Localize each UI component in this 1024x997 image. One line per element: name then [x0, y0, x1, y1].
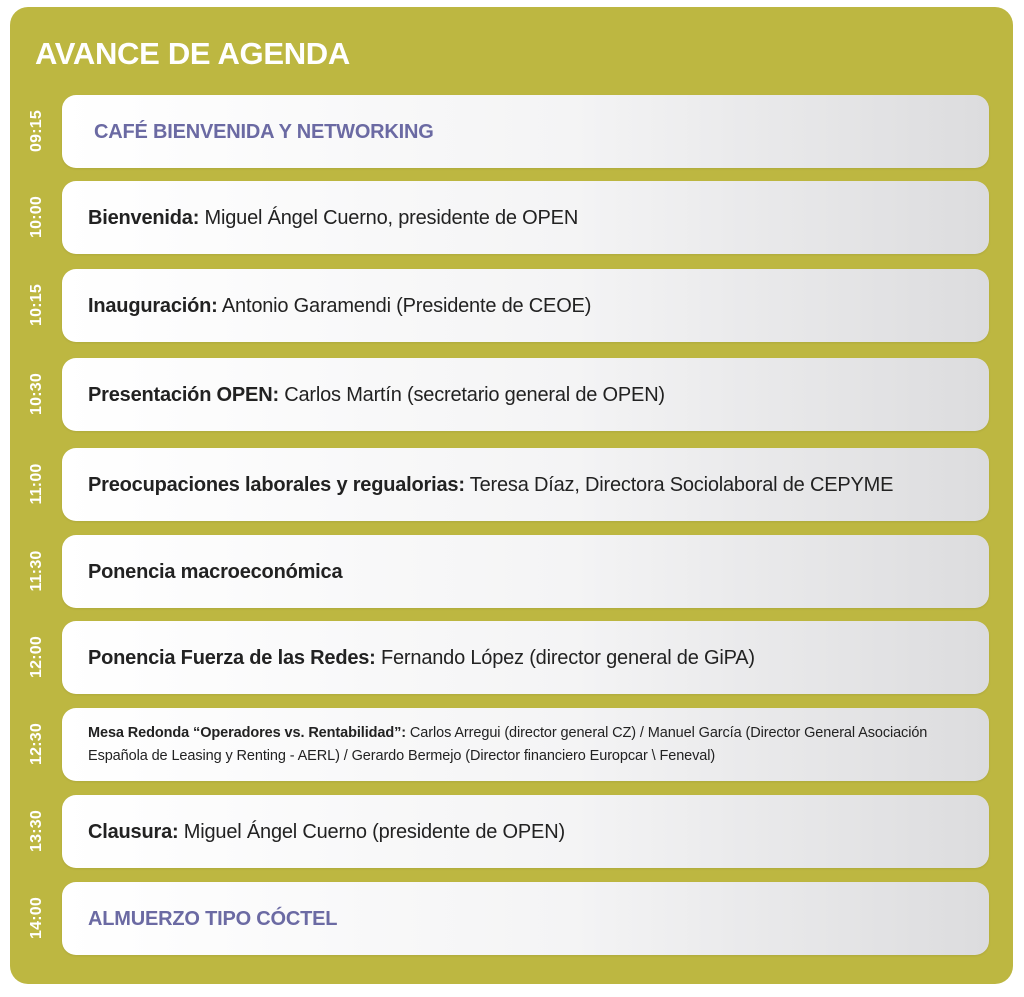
- agenda-item-round-table: [62, 708, 989, 781]
- agenda-item-heading: Presentación OPEN:: [88, 383, 279, 406]
- agenda-item-heading: Bienvenida:: [88, 206, 200, 229]
- agenda-item-heading: Mesa Redonda “Operadores vs. Rentabilidad”:: [88, 724, 406, 741]
- agenda-item-closing: [62, 795, 989, 868]
- agenda-item-detail: Fernando López (director general de GiPA): [375, 646, 755, 669]
- agenda-item-heading: Ponencia Fuerza de las Redes:: [88, 646, 376, 669]
- agenda-panel: AVANCE DE AGENDA 09:15 CAFÉ BIENVENIDA Y NETWORKING 10:00 Bienvenida: Miguel Ángel Cuerno, presidente de OPEN 10:15 Inauguración: Antonio Garamendi (Presidente de CEOE) 10:30 Presentación OPEN: Carlos Martín (secretario general de OPEN) 11:00 Preocupaciones laborales y regualorias: Teresa Díaz, Directora Sociolaboral de CEPYME 11:30 Ponencia macroeconómica 12:00 Ponencia Fuerza de las Redes: Fernando López (director general de GiPA) 12:30 Mesa Redonda “Operadores vs. Rentabilidad”: Carlos Arregui (director general CZ) / Manuel García (Director General Asociación Española de Leasing y Renting - AERL) / Gerardo Bermejo (Director financiero Europcar \ Feneval) 13:30 Clausura: Miguel Ángel Cuerno (presidente de OPEN) 14:00 ALMUERZO TIPO CÓCTEL: [10, 7, 1013, 984]
- agenda-item-inauguration: [62, 269, 989, 342]
- agenda-item-presentation: [62, 358, 989, 431]
- agenda-item-heading: Preocupaciones laborales y regualorias:: [88, 473, 465, 496]
- agenda-item-text: [88, 722, 989, 768]
- agenda-item-networks-talk: [62, 621, 989, 694]
- agenda-item-detail: Carlos Arregui (director general CZ) / Manuel García (Director General Asociación Española de Leasing y Renting - AERL) / Gerardo Bermejo (Director financiero Europcar \ Feneval): [88, 724, 928, 764]
- agenda-item-heading: Inauguración:: [88, 294, 218, 317]
- agenda-item-labor-concerns: [62, 448, 989, 521]
- agenda-item-macro-talk: [62, 535, 989, 608]
- agenda-item-text: CAFÉ BIENVENIDA Y NETWORKING: [94, 120, 434, 143]
- agenda-item-welcome: [62, 181, 989, 254]
- agenda-item-detail: Carlos Martín (secretario general de OPEN): [278, 383, 665, 406]
- agenda-item-text: [88, 645, 755, 671]
- agenda-item-heading: Clausura:: [88, 820, 179, 843]
- agenda-title: AVANCE DE AGENDA: [35, 36, 350, 71]
- agenda-item-text: [88, 472, 893, 498]
- agenda-item-detail: Miguel Ángel Cuerno (presidente de OPEN): [178, 820, 565, 843]
- agenda-item-text: [88, 382, 665, 408]
- agenda-item-text: [88, 205, 578, 231]
- agenda-item-lunch: [62, 882, 989, 955]
- agenda-item-detail: Antonio Garamendi (Presidente de CEOE): [217, 294, 592, 317]
- agenda-item-coffee: [62, 95, 989, 168]
- agenda-item-text: [88, 559, 342, 585]
- agenda-item-text: ALMUERZO TIPO CÓCTEL: [88, 907, 338, 930]
- agenda-item-detail: Miguel Ángel Cuerno, presidente de OPEN: [199, 206, 579, 229]
- agenda-item-text: [88, 819, 565, 845]
- agenda-item-text: [88, 293, 591, 319]
- agenda-item-heading: Ponencia macroeconómica: [88, 560, 343, 583]
- agenda-item-detail: Teresa Díaz, Directora Sociolaboral de CEPYME: [464, 473, 894, 496]
